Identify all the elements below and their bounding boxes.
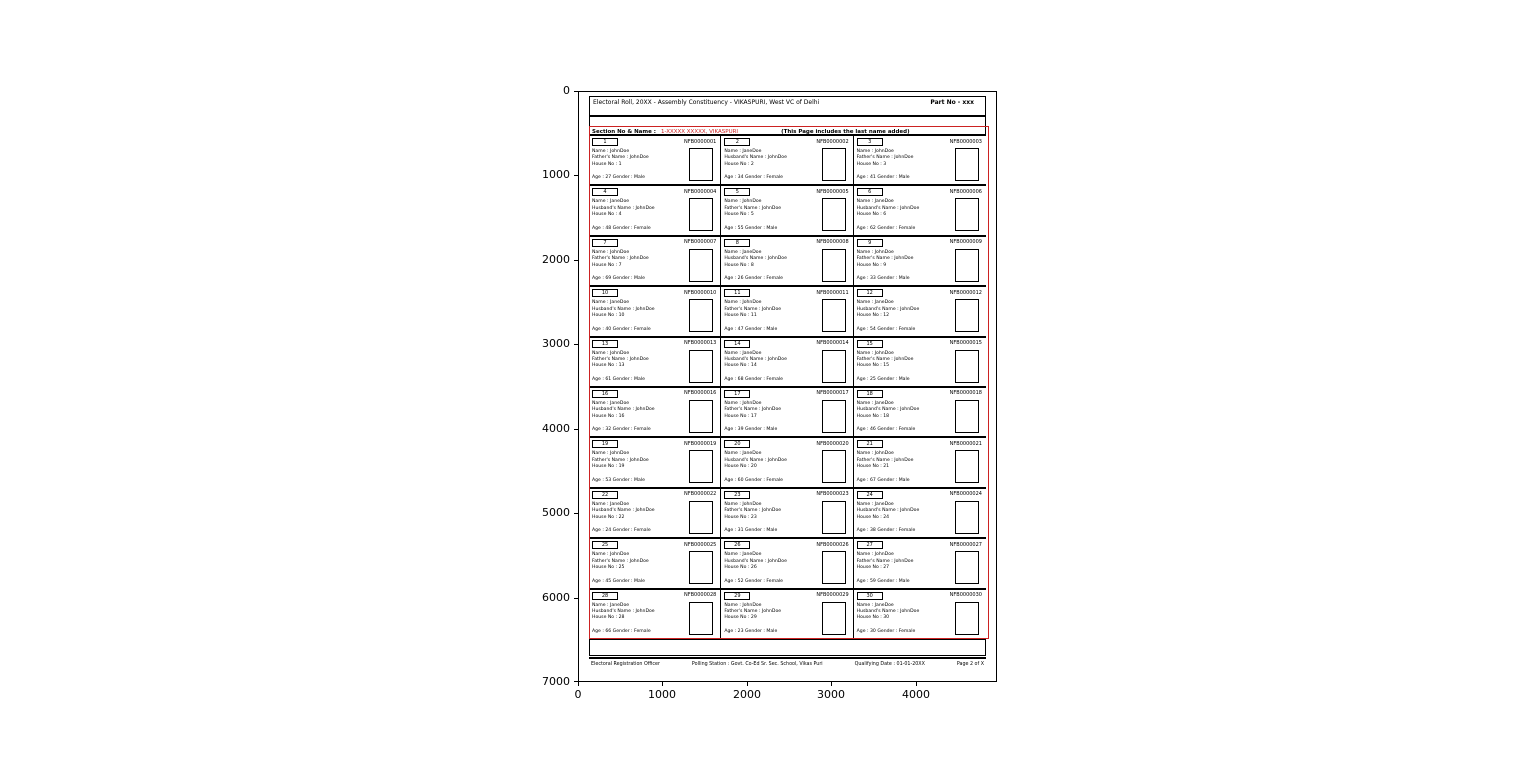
age-gender-line: Age : 32 Gender : Female bbox=[592, 427, 651, 433]
house-line: House No : 27 bbox=[856, 564, 890, 570]
x-tick-mark bbox=[578, 682, 579, 686]
age-gender-line: Age : 59 Gender : Male bbox=[856, 578, 910, 584]
relation-line: Father's Name : JohnDoe bbox=[592, 558, 649, 564]
name-line: Name : JohnDoe bbox=[724, 199, 762, 205]
footer-page-number: Page 2 of X bbox=[956, 662, 984, 667]
y-tick-label: 5000 bbox=[542, 506, 570, 519]
name-line: Name : JohnDoe bbox=[856, 249, 894, 255]
serial-number-box: 1 bbox=[592, 138, 618, 146]
name-line: Name : JohnDoe bbox=[592, 350, 630, 356]
name-line: Name : JaneDoe bbox=[592, 199, 630, 205]
y-tick-label: 4000 bbox=[542, 422, 570, 435]
relation-line: Husband's Name : JohnDoe bbox=[724, 558, 787, 564]
house-line: House No : 2 bbox=[724, 161, 754, 167]
name-line: Name : JohnDoe bbox=[856, 350, 894, 356]
age-gender-line: Age : 23 Gender : Male bbox=[724, 628, 778, 634]
house-line: House No : 22 bbox=[592, 514, 625, 520]
name-line: Name : JaneDoe bbox=[724, 149, 762, 154]
relation-line: Husband's Name : JohnDoe bbox=[856, 306, 920, 312]
epic-number: NFB0000022 bbox=[684, 491, 717, 498]
house-line: House No : 25 bbox=[592, 564, 625, 570]
serial-number-box: 15 bbox=[857, 340, 883, 348]
footer-left: Electoral Registration Officer bbox=[591, 662, 660, 667]
x-tick-label: 2000 bbox=[733, 688, 761, 701]
epic-number: NFB0000013 bbox=[684, 340, 717, 347]
epic-number: NFB0000011 bbox=[816, 289, 849, 296]
epic-number: NFB0000019 bbox=[684, 440, 717, 447]
serial-number-box: 7 bbox=[592, 239, 618, 247]
epic-number: NFB0000009 bbox=[949, 239, 982, 246]
relation-line: Father's Name : JohnDoe bbox=[856, 256, 914, 262]
relation-line: Father's Name : JohnDoe bbox=[724, 407, 782, 413]
age-gender-line: Age : 47 Gender : Male bbox=[724, 326, 778, 332]
epic-number: NFB0000024 bbox=[949, 491, 982, 498]
name-line: Name : JaneDoe bbox=[856, 400, 894, 406]
relation-line: Husband's Name : JohnDoe bbox=[856, 508, 920, 514]
y-tick-label: 6000 bbox=[542, 591, 570, 604]
age-gender-line: Age : 27 Gender : Male bbox=[592, 175, 645, 181]
house-line: House No : 10 bbox=[592, 312, 625, 318]
relation-line: Husband's Name : JohnDoe bbox=[724, 256, 787, 262]
relation-line: Husband's Name : JohnDoe bbox=[592, 306, 655, 312]
x-tick-label: 3000 bbox=[817, 688, 845, 701]
epic-number: NFB0000026 bbox=[816, 541, 849, 548]
name-line: Name : JohnDoe bbox=[592, 451, 630, 457]
epic-number: NFB0000023 bbox=[816, 491, 849, 498]
epic-number: NFB0000029 bbox=[816, 592, 849, 599]
section-header-row bbox=[592, 128, 984, 136]
footer-divider bbox=[589, 657, 986, 659]
name-line: Name : JohnDoe bbox=[724, 400, 762, 406]
age-gender-line: Age : 53 Gender : Male bbox=[592, 477, 645, 483]
epic-number: NFB0000008 bbox=[816, 239, 849, 246]
name-line: Name : JohnDoe bbox=[724, 501, 762, 507]
serial-number-box: 4 bbox=[592, 188, 618, 196]
x-tick-mark bbox=[747, 682, 748, 686]
serial-number-box: 11 bbox=[724, 289, 750, 297]
epic-number: NFB0000004 bbox=[684, 188, 717, 195]
relation-line: Husband's Name : JohnDoe bbox=[724, 356, 787, 362]
house-line: House No : 3 bbox=[856, 161, 887, 167]
serial-number-box: 28 bbox=[592, 592, 618, 600]
house-line: House No : 7 bbox=[592, 262, 622, 268]
part-number: Part No - xxx bbox=[930, 99, 974, 106]
epic-number: NFB0000018 bbox=[949, 390, 982, 397]
name-line: Name : JaneDoe bbox=[856, 602, 894, 608]
age-gender-line: Age : 31 Gender : Male bbox=[724, 528, 778, 534]
epic-number: NFB0000021 bbox=[949, 440, 982, 447]
header-divider bbox=[589, 115, 986, 117]
house-line: House No : 24 bbox=[856, 514, 890, 520]
relation-line: Father's Name : JohnDoe bbox=[724, 608, 782, 614]
epic-number: NFB0000030 bbox=[949, 592, 982, 599]
epic-number: NFB0000028 bbox=[684, 592, 717, 599]
name-line: Name : JaneDoe bbox=[856, 300, 894, 306]
serial-number-box: 6 bbox=[857, 188, 883, 196]
section-value: 1-XXXXX XXXXX, VIKASPURI bbox=[660, 129, 739, 135]
y-tick-label: 0 bbox=[563, 84, 570, 97]
age-gender-line: Age : 41 Gender : Male bbox=[856, 175, 910, 181]
house-line: House No : 26 bbox=[724, 564, 757, 570]
epic-number: NFB0000016 bbox=[684, 390, 717, 397]
house-line: House No : 6 bbox=[856, 212, 887, 218]
y-tick-label: 1000 bbox=[542, 168, 570, 181]
serial-number-box: 14 bbox=[724, 340, 750, 348]
relation-line: Husband's Name : JohnDoe bbox=[856, 205, 920, 211]
age-gender-line: Age : 55 Gender : Male bbox=[724, 225, 778, 231]
serial-number-box: 21 bbox=[857, 440, 883, 448]
name-line: Name : JohnDoe bbox=[724, 602, 762, 608]
plot-axes bbox=[578, 91, 997, 682]
relation-line: Husband's Name : JohnDoe bbox=[592, 205, 655, 211]
house-line: House No : 18 bbox=[856, 413, 890, 419]
name-line: Name : JaneDoe bbox=[592, 501, 630, 507]
name-line: Name : JaneDoe bbox=[592, 602, 630, 608]
footer-row bbox=[591, 662, 984, 667]
serial-number-box: 26 bbox=[724, 541, 750, 549]
name-line: Name : JaneDoe bbox=[724, 350, 762, 356]
age-gender-line: Age : 30 Gender : Female bbox=[856, 628, 916, 634]
house-line: House No : 19 bbox=[592, 464, 625, 470]
age-gender-line: Age : 67 Gender : Male bbox=[856, 477, 910, 483]
relation-line: Father's Name : JohnDoe bbox=[856, 457, 914, 463]
house-line: House No : 4 bbox=[592, 212, 622, 218]
serial-number-box: 25 bbox=[592, 541, 618, 549]
age-gender-line: Age : 26 Gender : Female bbox=[724, 276, 783, 282]
relation-line: Father's Name : JohnDoe bbox=[592, 256, 649, 262]
epic-number: NFB0000015 bbox=[949, 340, 982, 347]
name-line: Name : JohnDoe bbox=[856, 451, 894, 457]
house-line: House No : 15 bbox=[856, 363, 890, 369]
serial-number-box: 3 bbox=[857, 138, 883, 146]
relation-line: Father's Name : JohnDoe bbox=[724, 205, 782, 211]
house-line: House No : 28 bbox=[592, 615, 625, 621]
serial-number-box: 2 bbox=[724, 138, 750, 146]
serial-number-box: 19 bbox=[592, 440, 618, 448]
age-gender-line: Age : 34 Gender : Female bbox=[724, 175, 783, 181]
epic-number: NFB0000014 bbox=[816, 340, 849, 347]
name-line: Name : JohnDoe bbox=[856, 149, 894, 154]
age-gender-line: Age : 62 Gender : Female bbox=[856, 225, 916, 231]
relation-line: Husband's Name : JohnDoe bbox=[592, 508, 655, 514]
y-tick-label: 3000 bbox=[542, 337, 570, 350]
age-gender-line: Age : 38 Gender : Female bbox=[856, 528, 916, 534]
serial-number-box: 9 bbox=[857, 239, 883, 247]
serial-number-box: 10 bbox=[592, 289, 618, 297]
relation-line: Father's Name : JohnDoe bbox=[592, 356, 649, 362]
name-line: Name : JohnDoe bbox=[856, 552, 894, 558]
age-gender-line: Age : 48 Gender : Female bbox=[592, 225, 651, 231]
relation-line: Husband's Name : JohnDoe bbox=[592, 608, 655, 614]
relation-line: Father's Name : JohnDoe bbox=[724, 306, 782, 312]
relation-line: Husband's Name : JohnDoe bbox=[856, 407, 920, 413]
name-line: Name : JaneDoe bbox=[724, 451, 762, 457]
relation-line: Father's Name : JohnDoe bbox=[856, 558, 914, 564]
house-line: House No : 8 bbox=[724, 262, 754, 268]
serial-number-box: 22 bbox=[592, 491, 618, 499]
name-line: Name : JaneDoe bbox=[856, 501, 894, 507]
serial-number-box: 24 bbox=[857, 491, 883, 499]
name-line: Name : JohnDoe bbox=[592, 149, 630, 154]
house-line: House No : 5 bbox=[724, 212, 754, 218]
age-gender-line: Age : 46 Gender : Female bbox=[856, 427, 916, 433]
age-gender-line: Age : 68 Gender : Female bbox=[724, 376, 783, 382]
house-line: House No : 1 bbox=[592, 161, 622, 167]
x-tick-mark bbox=[662, 682, 663, 686]
relation-line: Father's Name : JohnDoe bbox=[592, 457, 649, 463]
x-tick-label: 4000 bbox=[902, 688, 930, 701]
house-line: House No : 20 bbox=[724, 464, 757, 470]
epic-number: NFB0000020 bbox=[816, 440, 849, 447]
epic-number: NFB0000007 bbox=[684, 239, 717, 246]
epic-number: NFB0000003 bbox=[949, 138, 982, 145]
relation-line: Father's Name : JohnDoe bbox=[592, 155, 649, 161]
relation-line: Father's Name : JohnDoe bbox=[724, 508, 782, 514]
relation-line: Husband's Name : JohnDoe bbox=[856, 608, 920, 614]
house-line: House No : 17 bbox=[724, 413, 757, 419]
serial-number-box: 27 bbox=[857, 541, 883, 549]
serial-number-box: 30 bbox=[857, 592, 883, 600]
epic-number: NFB0000005 bbox=[816, 188, 849, 195]
age-gender-line: Age : 25 Gender : Male bbox=[856, 376, 910, 382]
serial-number-box: 8 bbox=[724, 239, 750, 247]
age-gender-line: Age : 54 Gender : Female bbox=[856, 326, 916, 332]
house-line: House No : 21 bbox=[856, 464, 890, 470]
epic-number: NFB0000010 bbox=[684, 289, 717, 296]
name-line: Name : JaneDoe bbox=[592, 300, 630, 306]
house-line: House No : 11 bbox=[724, 312, 757, 318]
age-gender-line: Age : 61 Gender : Male bbox=[592, 376, 645, 382]
relation-line: Father's Name : JohnDoe bbox=[856, 155, 914, 161]
y-tick-label: 2000 bbox=[542, 253, 570, 266]
house-line: House No : 12 bbox=[856, 312, 890, 318]
name-line: Name : JohnDoe bbox=[592, 249, 630, 255]
age-gender-line: Age : 69 Gender : Male bbox=[592, 276, 645, 282]
age-gender-line: Age : 24 Gender : Female bbox=[592, 528, 651, 534]
x-tick-label: 0 bbox=[574, 688, 582, 701]
footer-center: Polling Station : Govt. Co-Ed Sr. Sec. School, Vikas Puri bbox=[691, 662, 823, 667]
section-note: (This Page includes the last name added) bbox=[781, 129, 910, 135]
house-line: House No : 13 bbox=[592, 363, 625, 369]
serial-number-box: 16 bbox=[592, 390, 618, 398]
age-gender-line: Age : 60 Gender : Female bbox=[724, 477, 783, 483]
house-line: House No : 14 bbox=[724, 363, 757, 369]
house-line: House No : 23 bbox=[724, 514, 757, 520]
epic-number: NFB0000001 bbox=[684, 138, 717, 145]
serial-number-box: 13 bbox=[592, 340, 618, 348]
epic-number: NFB0000017 bbox=[816, 390, 849, 397]
epic-number: NFB0000025 bbox=[684, 541, 717, 548]
x-tick-label: 1000 bbox=[648, 688, 676, 701]
serial-number-box: 12 bbox=[857, 289, 883, 297]
name-line: Name : JohnDoe bbox=[592, 552, 630, 558]
name-line: Name : JohnDoe bbox=[724, 300, 762, 306]
relation-line: Husband's Name : JohnDoe bbox=[592, 407, 655, 413]
age-gender-line: Age : 45 Gender : Male bbox=[592, 578, 645, 584]
age-gender-line: Age : 52 Gender : Female bbox=[724, 578, 783, 584]
age-gender-line: Age : 40 Gender : Female bbox=[592, 326, 651, 332]
page-title: Electoral Roll, 20XX - Assembly Constituency - VIKASPURI, West VC of Delhi bbox=[593, 99, 820, 106]
epic-number: NFB0000002 bbox=[816, 138, 849, 145]
x-tick-mark bbox=[916, 682, 917, 686]
house-line: House No : 29 bbox=[724, 615, 757, 621]
serial-number-box: 29 bbox=[724, 592, 750, 600]
epic-number: NFB0000012 bbox=[949, 289, 982, 296]
house-line: House No : 30 bbox=[856, 615, 890, 621]
serial-number-box: 20 bbox=[724, 440, 750, 448]
serial-number-box: 23 bbox=[724, 491, 750, 499]
serial-number-box: 18 bbox=[857, 390, 883, 398]
age-gender-line: Age : 66 Gender : Female bbox=[592, 628, 651, 634]
name-line: Name : JaneDoe bbox=[592, 400, 630, 406]
epic-number: NFB0000027 bbox=[949, 541, 982, 548]
y-tick-label: 7000 bbox=[542, 675, 570, 688]
age-gender-line: Age : 33 Gender : Male bbox=[856, 276, 910, 282]
serial-number-box: 5 bbox=[724, 188, 750, 196]
section-label: Section No & Name : bbox=[592, 129, 656, 135]
relation-line: Father's Name : JohnDoe bbox=[856, 356, 914, 362]
name-line: Name : JaneDoe bbox=[724, 249, 762, 255]
content-highlight-rectangle bbox=[589, 126, 989, 639]
epic-number: NFB0000006 bbox=[949, 188, 982, 195]
x-tick-mark bbox=[831, 682, 832, 686]
relation-line: Husband's Name : JohnDoe bbox=[724, 457, 787, 463]
house-line: House No : 16 bbox=[592, 413, 625, 419]
age-gender-line: Age : 39 Gender : Male bbox=[724, 427, 778, 433]
footer-right: Qualifying Date : 01-01-20XX bbox=[854, 662, 925, 667]
house-line: House No : 9 bbox=[856, 262, 887, 268]
name-line: Name : JaneDoe bbox=[856, 199, 894, 205]
relation-line: Husband's Name : JohnDoe bbox=[724, 155, 787, 161]
name-line: Name : JaneDoe bbox=[724, 552, 762, 558]
serial-number-box: 17 bbox=[724, 390, 750, 398]
